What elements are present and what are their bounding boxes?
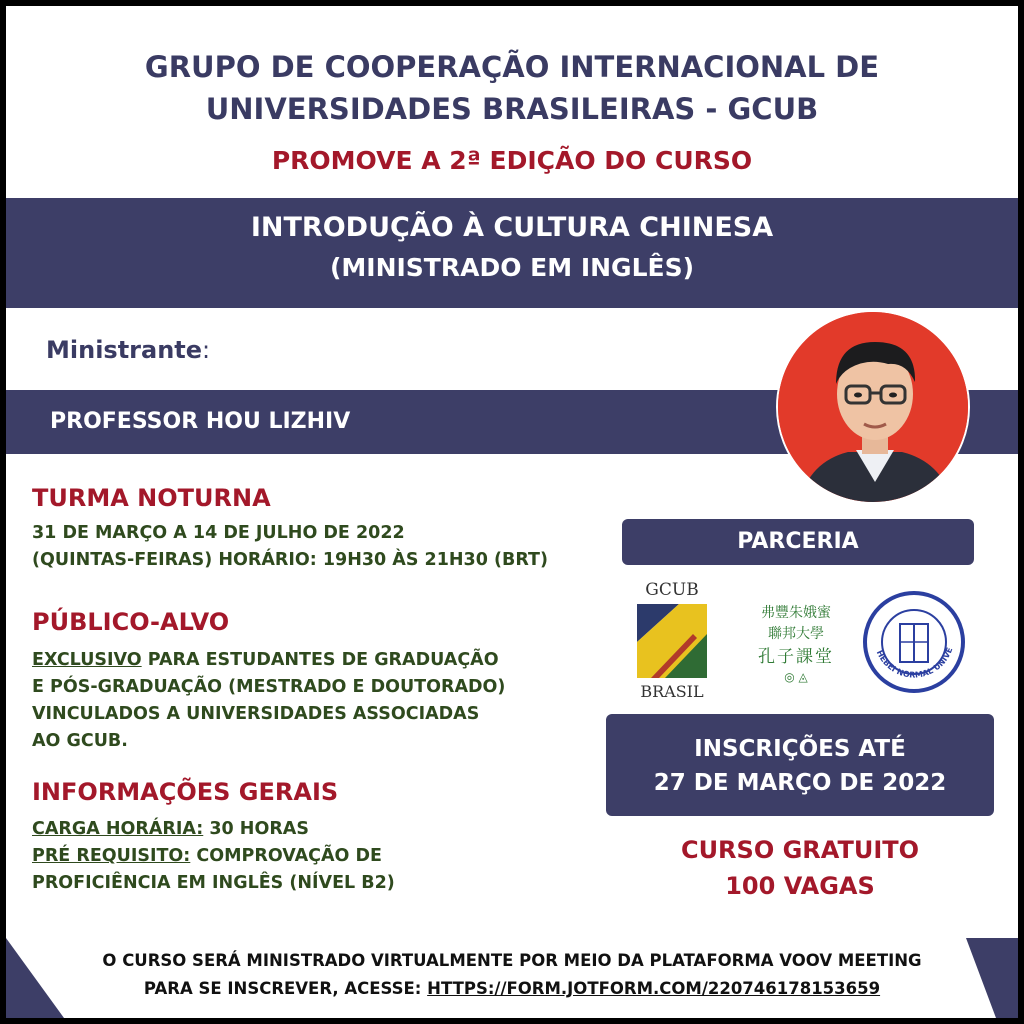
confucius-line-3: 孔子課堂 — [758, 647, 834, 667]
confucius-line-2: 聯邦大學 — [768, 626, 824, 642]
inscricoes-deadline: 27 DE MARÇO DE 2022 — [653, 770, 947, 796]
gcub-logo — [632, 580, 712, 704]
turma-schedule: (QUINTAS-FEIRAS) HORÁRIO: 19H30 ÀS 21H30 (BRT) — [32, 550, 548, 570]
gcub-logo-bottom: BRASIL — [640, 682, 704, 701]
gcub-mark-icon — [637, 604, 707, 678]
publico-line-2: E PÓS-GRADUAÇÃO (MESTRADO E DOUTORADO) — [32, 677, 506, 697]
pre-value: COMPROVAÇÃO DE — [190, 846, 382, 866]
course-title: INTRODUÇÃO À CULTURA CHINESA — [250, 212, 774, 243]
turma-details — [32, 520, 548, 574]
footer-line-1: O CURSO SERÁ MINISTRADO VIRTUALMENTE POR MEIO DA PLATAFORMA VOOV MEETING — [102, 951, 922, 970]
gratuito-line: CURSO GRATUITO — [680, 836, 920, 864]
publico-heading: PÚBLICO-ALVO — [32, 608, 230, 636]
turma-dates: 31 DE MARÇO A 14 DE JULHO DE 2022 — [32, 523, 405, 543]
hebei-logo-text: HEBEI NORMAL UNIVE — [874, 646, 955, 680]
inscricoes-line-1: INSCRIÇÕES ATÉ — [694, 736, 906, 762]
gratuito-block — [606, 832, 994, 904]
course-title-band — [6, 198, 1018, 308]
footer-line-2-prefix: PARA SE INSCREVER, ACESSE: — [143, 979, 428, 998]
partner-logos — [626, 580, 976, 704]
hebei-seal-icon — [862, 590, 966, 694]
publico-line-3: VINCULADOS A UNIVERSIDADES ASSOCIADAS — [32, 704, 480, 724]
confucius-logo — [736, 584, 856, 702]
inscricoes-box — [606, 714, 994, 816]
vagas-line: 100 VAGAS — [725, 872, 875, 900]
pre-value-2: PROFICIÊNCIA EM INGLÊS (NÍVEL B2) — [32, 873, 395, 893]
confucius-small-icon: ◎ ◬ — [784, 670, 808, 684]
turma-heading: TURMA NOTURNA — [32, 484, 271, 512]
publico-line-1 — [32, 647, 505, 674]
promove-line: PROMOVE A 2ª EDIÇÃO DO CURSO — [271, 146, 753, 175]
info-heading: INFORMAÇÕES GERAIS — [32, 778, 339, 806]
publico-line-4: AO GCUB. — [32, 731, 128, 751]
info-details — [32, 816, 395, 897]
pre-line — [32, 843, 395, 870]
portrait-illustration — [778, 312, 970, 504]
organization-title — [6, 46, 1018, 130]
hebei-logo — [862, 590, 966, 694]
instructor-label — [46, 336, 210, 364]
footer-line-2 — [6, 975, 1018, 1003]
confucius-line-1: 弗豐朱娥蜜 — [761, 605, 831, 621]
footer — [6, 938, 1018, 1018]
instructor-photo — [776, 310, 970, 504]
parceria-label: PARCERIA — [622, 519, 974, 565]
publico-details — [32, 647, 505, 755]
poster — [6, 6, 1018, 1018]
carga-value: 30 HORAS — [203, 819, 309, 839]
exclusivo-text: EXCLUSIVO — [32, 650, 142, 670]
instructor-label-colon: : — [202, 336, 211, 364]
org-line-2: UNIVERSIDADES BRASILEIRAS - GCUB — [205, 92, 819, 126]
course-subtitle: (MINISTRADO EM INGLÊS) — [329, 253, 695, 282]
publico-line-1-rest: PARA ESTUDANTES DE GRADUAÇÃO — [141, 650, 499, 670]
org-line-1: GRUPO DE COOPERAÇÃO INTERNACIONAL DE — [144, 50, 880, 84]
carga-line — [32, 816, 395, 843]
pre-label: PRÉ REQUISITO: — [32, 846, 191, 866]
gcub-logo-top: GCUB — [645, 580, 699, 600]
instructor-name: PROFESSOR HOU LIZHIV — [50, 409, 351, 434]
carga-label: CARGA HORÁRIA: — [32, 819, 204, 839]
registration-link[interactable]: HTTPS://FORM.JOTFORM.COM/220746178153659 — [427, 979, 881, 998]
instructor-label-text: Ministrante — [46, 336, 203, 364]
